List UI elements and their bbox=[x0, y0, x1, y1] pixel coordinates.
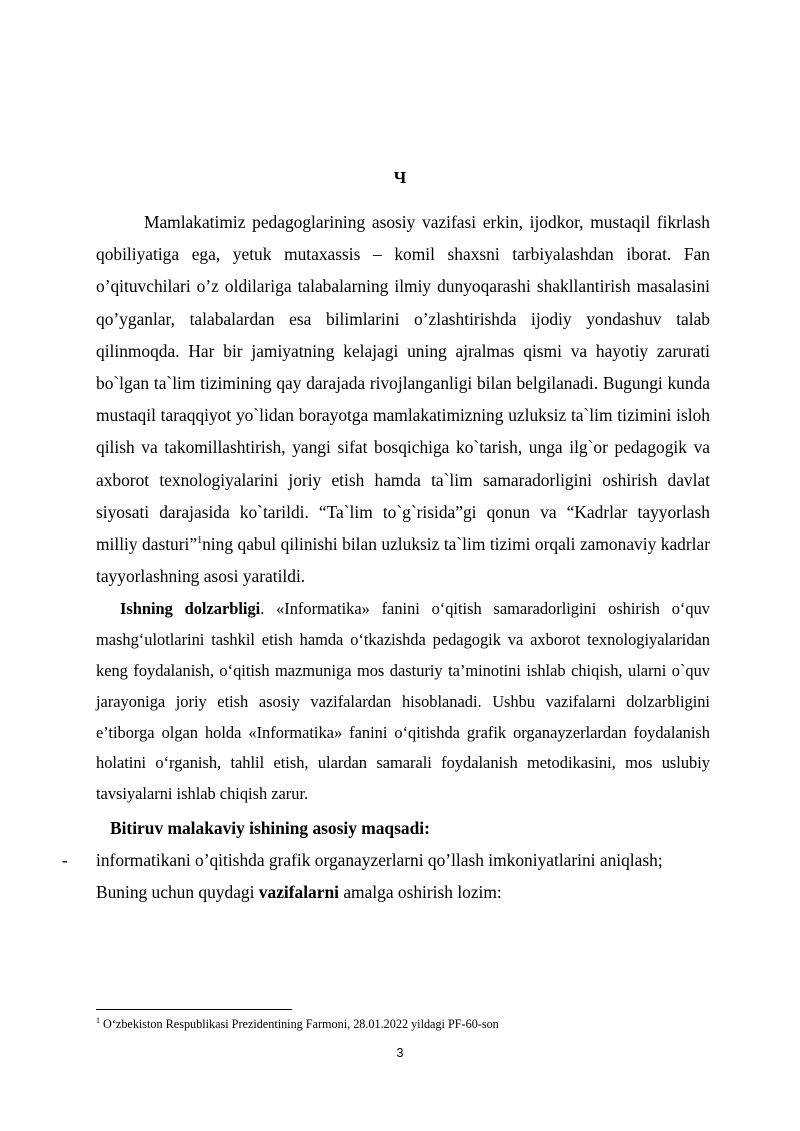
urgency-paragraph bbox=[96, 594, 710, 810]
intro-text: Mamlakatimiz pedagoglarining asosiy vazifasi erkin, ijodkor, mustaqil fikrlash qobiliyatiga ega, yetuk mutaxassis – komil shaxsni tarbiyalashdan iborat. Fan o’qituvchilari o’z oldilariga talabalarning ilmiy dunyoqarashi shakllantirish masalasini qo’yganlar, talabalardan esa bilimlarini o’zlashtirishda ijodiy yondashuv talab qilinmoqda. Har bir jamiyatning kelajagi uning ajralmas qismi va hayotiy zarurati bo`lgan ta`lim tizimining qay darajada rivojlanganligi bilan belgilanadi. Bugungi kunda mustaqil taraqqiyot yo`lidan borayotga mamlakatimizning uzluksiz ta`lim tizimini isloh qilish va takomillashtirish, yangi sifat bosqichiga ko`tarish, unga ilg`or pedagogik va axborot texnologiyalarini joriy etish hamda ta`lim samaradorligini oshirish davlat siyosati darajasida ko`tarildi. “Ta`lim to`g`risida”gi qonun va “Kadrlar tayyorlash milliy dasturi” bbox=[96, 212, 710, 555]
footnote-text: O‘zbekiston Respublikasi Prezidentining Farmoni, 28.01.2022 yildagi PF-60-son bbox=[100, 1017, 499, 1031]
goal-list-item bbox=[62, 844, 710, 876]
tasks-bold-word: vazifalarni bbox=[258, 882, 339, 903]
footnote bbox=[96, 1016, 716, 1032]
page-number: 3 bbox=[396, 1046, 404, 1060]
footnote-reference-mark: 1 bbox=[197, 535, 203, 547]
urgency-text: . «Informatika» fanini o‘qitish samaradorligini oshirish o‘quv mashg‘ulotlarini tashkil etish hamda o‘tkazishda pedagogik va axborot texnologiyalaridan keng foydalanish, o‘qitish mazmuniga mos dasturiy ta’minotini ishlab chiqish, ularni o`quv jarayoniga joriy etish asosiy vazifalardan hisoblanadi. Ushbu vazifalarni dolzarbligini e’tiborga olgan holda «Informatika» fanini o‘qitishda grafik organayzerlardan foydalanish holatini o‘rganish, tahlil etish, ulardan samarali foydalanish metodikasini, mos uslubiy tavsiyalarni ishlab chiqish zarur. bbox=[96, 599, 710, 804]
intro-paragraph bbox=[96, 206, 710, 592]
tasks-text-after: amalga oshirish lozim: bbox=[338, 882, 502, 903]
intro-text-continued: ning qabul qilinishi bilan uzluksiz ta`lim tizimi orqali zamonaviy kadrlar tayyorlashning asosi yaratildi. bbox=[96, 534, 710, 587]
urgency-label: Ishning dolzarbligi bbox=[120, 599, 261, 619]
footnote-number: 1 bbox=[96, 1015, 100, 1025]
tasks-line bbox=[96, 876, 710, 908]
tasks-text-before: Buning uchun quydagi bbox=[96, 882, 259, 903]
page-heading: Ч bbox=[393, 168, 407, 187]
goal-heading-text: Bitiruv malakaviy ishining asosiy maqsadi: bbox=[110, 818, 430, 839]
goal-heading bbox=[96, 812, 710, 844]
list-dash: - bbox=[62, 850, 68, 871]
goal-item-text: informatikani o’qitishda grafik organayzerlarni qo’llash imkoniyatlarini aniqlash; bbox=[96, 850, 663, 871]
footnote-separator bbox=[96, 1009, 292, 1010]
body-text bbox=[62, 206, 710, 909]
